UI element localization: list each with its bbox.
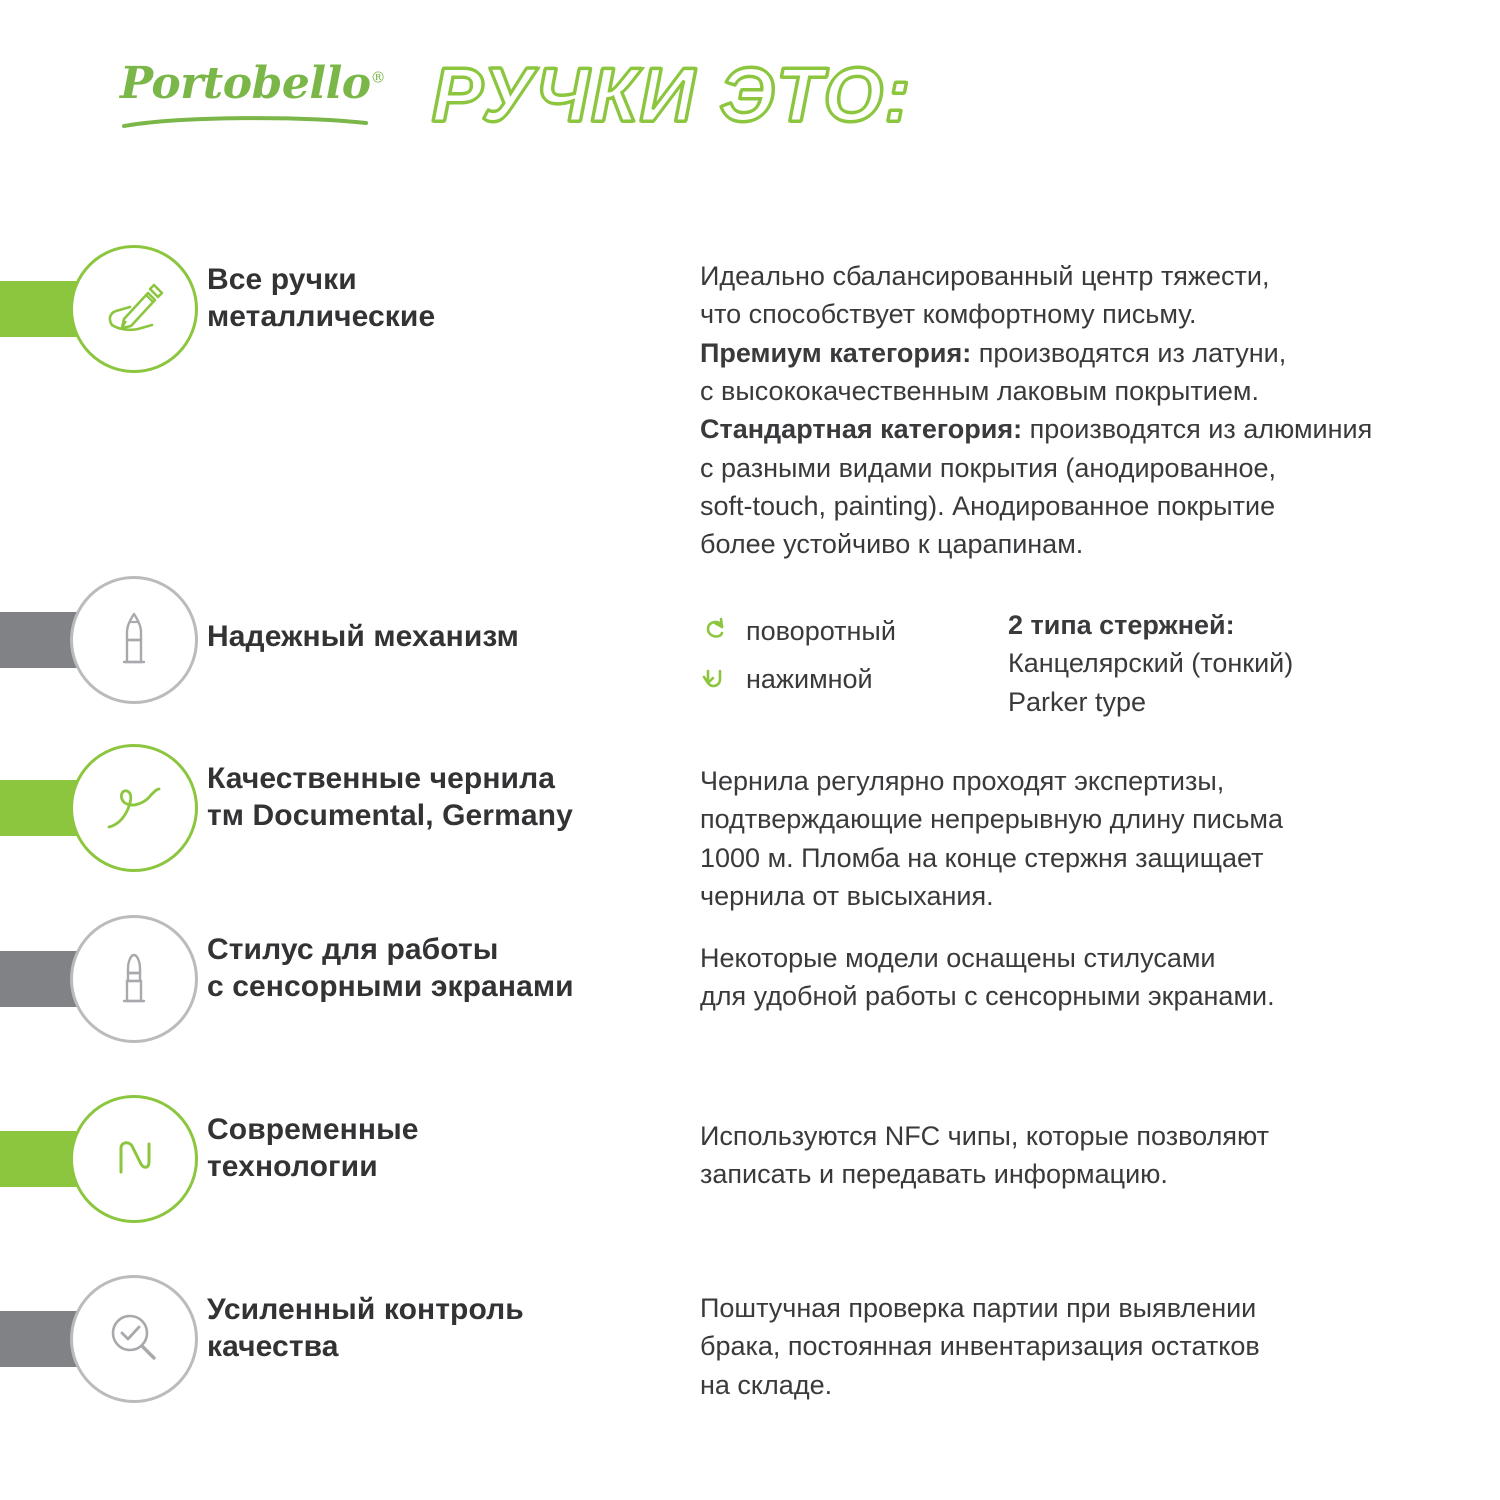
logo-swoosh-icon	[122, 114, 368, 130]
body-line: записать и передавать информацию.	[700, 1159, 1168, 1190]
hand-writing-pen-icon	[94, 269, 174, 349]
body-text: производятся из латуни,	[971, 337, 1287, 368]
click-arrow-icon	[700, 663, 730, 697]
section-body	[700, 939, 1470, 1016]
body-text: производятся из алюминия	[1022, 414, 1373, 445]
list-item	[700, 656, 1000, 704]
mechanism-types-list	[700, 608, 1000, 704]
body-line: Поштучная проверка партии при выявлении	[700, 1293, 1257, 1323]
icon-circle	[70, 1095, 198, 1223]
list-item	[700, 608, 1000, 656]
body-line: Чернила регулярно проходят экспертизы,	[700, 766, 1225, 796]
section-title	[207, 760, 573, 834]
body-line: более устойчиво к царапинам.	[700, 529, 1084, 560]
section-title	[207, 261, 435, 335]
refill-types-header: 2 типа стержней:	[1008, 610, 1235, 640]
body-line: soft-touch, painting). Анодированное покрытие	[700, 490, 1276, 521]
section-title	[207, 931, 574, 1005]
logo-wordmark: Portobello®	[120, 58, 386, 109]
section-body	[700, 257, 1470, 564]
body-line: брака, постоянная инвентаризация остатков	[700, 1331, 1260, 1362]
list-item-label: нажимной	[746, 664, 873, 695]
ink-scribble-icon	[93, 767, 175, 849]
body-line: Используются NFC чипы, которые позволяют	[700, 1121, 1269, 1151]
icon-circle	[70, 1275, 198, 1403]
body-line: с разными видами покрытия (анодированное,	[700, 452, 1276, 483]
body-line: для удобной работы с сенсорными экранами.	[700, 981, 1275, 1012]
list-item-label: поворотный	[746, 616, 896, 647]
body-line: на складе.	[700, 1369, 833, 1400]
body-line: что способствует комфортному письму.	[700, 299, 1197, 330]
section-title	[207, 1291, 524, 1365]
icon-circle	[70, 576, 198, 704]
icon-circle	[70, 245, 198, 373]
body-line	[700, 410, 1470, 448]
pen-tip-icon	[94, 600, 174, 680]
section-title	[207, 618, 519, 655]
body-line: чернила от высыхания.	[700, 880, 994, 911]
icon-circle	[70, 744, 198, 872]
section-title-line: Современные	[207, 1113, 419, 1146]
stylus-icon	[94, 939, 174, 1019]
section-title-line: Надежный механизм	[207, 620, 519, 653]
body-emphasis: Стандартная категория:	[700, 414, 1023, 445]
body-line: Некоторые модели оснащены стилусами	[700, 943, 1216, 973]
page-title: РУЧКИ ЭТО:	[432, 53, 913, 138]
refill-types	[1008, 606, 1448, 721]
icon-circle	[70, 915, 198, 1043]
brand-logo	[120, 58, 420, 142]
body-line	[700, 334, 1470, 372]
body-line: Идеально сбалансированный центр тяжести,	[700, 261, 1270, 291]
body-line: с высококачественным лаковым покрытием.	[700, 375, 1259, 406]
twist-arrow-icon	[700, 615, 730, 649]
body-line: подтверждающие непрерывную длину письма	[700, 804, 1283, 835]
section-title-line: технологии	[207, 1150, 378, 1184]
nfc-icon	[95, 1120, 173, 1198]
section-body	[700, 1117, 1470, 1194]
refill-type-item: Канцелярский (тонкий)	[1008, 648, 1294, 679]
section-body	[700, 762, 1470, 915]
section-body	[700, 1289, 1470, 1404]
magnifier-check-icon	[94, 1299, 174, 1379]
page-header	[0, 52, 1500, 162]
section-title-line: качества	[207, 1330, 339, 1364]
section-title	[207, 1111, 419, 1185]
refill-type-item: Parker type	[1008, 686, 1147, 717]
section-title-line: Качественные чернила	[207, 762, 556, 795]
section-title-line: Стилус для работы	[207, 933, 499, 966]
section-title-line: с сенсорными экранами	[207, 970, 574, 1004]
body-line: 1000 м. Пломба на конце стержня защищает	[700, 842, 1264, 873]
section-title-line: Все ручки	[207, 263, 357, 296]
section-title-line: металлические	[207, 300, 436, 334]
section-title-line: тм Documental, Germany	[207, 799, 573, 833]
body-emphasis: Премиум категория:	[700, 337, 972, 368]
registered-mark: ®	[370, 68, 386, 87]
section-title-line: Усиленный контроль	[207, 1293, 524, 1326]
